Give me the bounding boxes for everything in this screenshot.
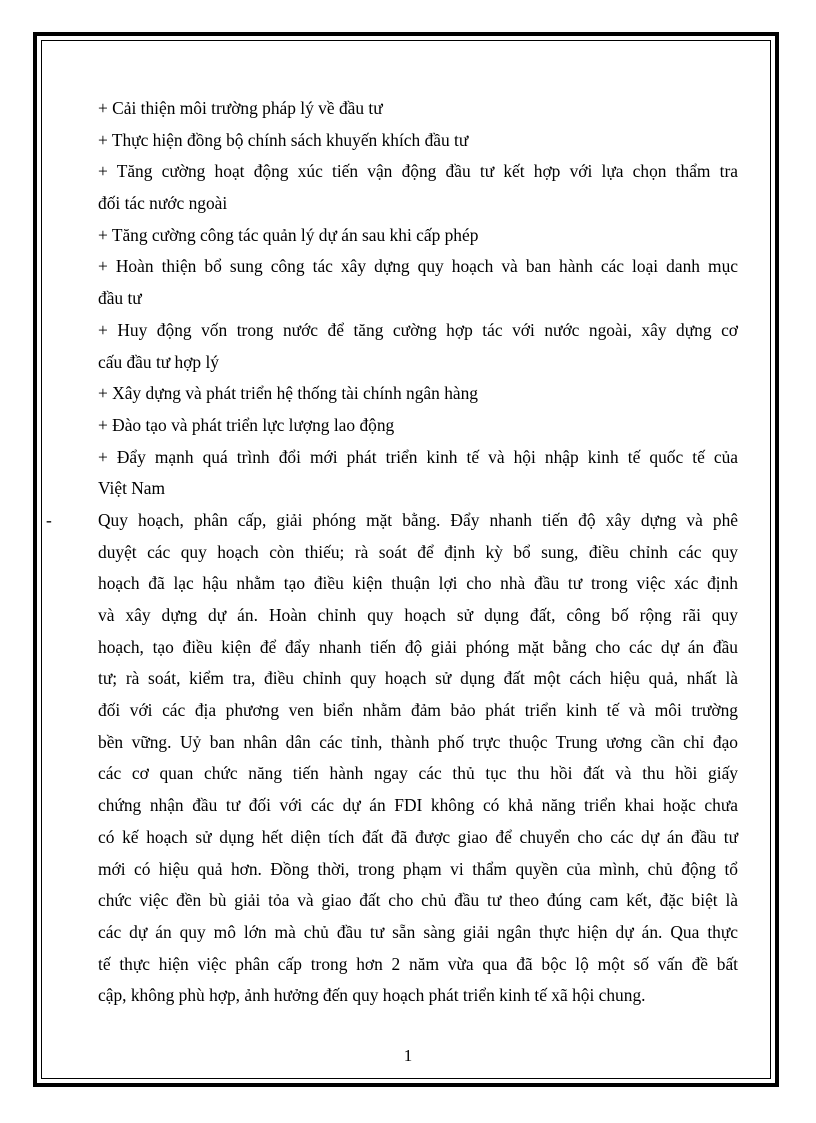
text-line: + Huy động vốn trong nước để tăng cường hợp tác với nước ngoài, xây dựng cơ: [98, 319, 738, 340]
text-line: + Tăng cường hoạt động xúc tiến vận động đầu tư kết hợp với lựa chọn thẩm tra: [98, 161, 738, 182]
document-body: [46, 93, 738, 1012]
text-line: tư; rà soát, kiểm tra, điều chỉnh quy hoạch sử dụng đất một cách hiệu quả, nhất là: [98, 668, 738, 689]
text-line: hoạch đã lạc hậu nhằm tạo điều kiện thuận lợi cho nhà đầu tư trong việc xác định: [98, 573, 738, 594]
text-line: + Cải thiện môi trường pháp lý về đầu tư: [98, 98, 383, 118]
dash-item: [46, 505, 738, 1012]
text-line: + Tăng cường công tác quản lý dự án sau khi cấp phép: [98, 224, 479, 245]
bullet-item: [98, 315, 738, 378]
text-line: chứng nhận đầu tư đối với các dự án FDI không có khả năng triển khai hoặc chưa: [98, 795, 738, 816]
text-line: + Xây dựng và phát triển hệ thống tài chính ngân hàng: [98, 383, 478, 404]
bullet-item: [98, 125, 738, 157]
text-line: Việt Nam: [98, 478, 166, 499]
text-line: Quy hoạch, phân cấp, giải phóng mặt bằng. Đẩy nhanh tiến độ xây dựng và phê: [98, 509, 738, 530]
bullet-item: [98, 156, 738, 219]
text-line: bền vững. Uỷ ban nhân dân các tỉnh, thành phố trực thuộc Trung ương cần chỉ đạo: [98, 731, 738, 752]
text-line: có kế hoạch sử dụng hết diện tích đất đã được giao để chuyển cho các dự án đầu tư: [98, 826, 738, 847]
text-line: các dự án quy mô lớn mà chủ đầu tư sẵn sàng giải ngân thực hiện dự án. Qua thực: [98, 921, 738, 942]
text-line: các cơ quan chức năng tiến hành ngay các thủ tục thu hồi đất và thu hồi giấy: [98, 763, 738, 784]
bullet-item: [98, 378, 738, 410]
dash-marker: -: [46, 509, 52, 530]
text-line: chức việc đền bù giải tỏa và giao đất cho chủ đầu tư theo đúng cam kết, đặc biệt là: [98, 890, 738, 911]
text-line: và xây dựng dự án. Hoàn chỉnh quy hoạch sử dụng đất, công bố rộng rãi quy: [98, 605, 738, 625]
bullet-item: [98, 410, 738, 442]
bullet-item: [98, 93, 738, 125]
text-line: duyệt các quy hoạch còn thiếu; rà soát để định kỳ bổ sung, điều chỉnh các quy: [98, 541, 738, 562]
text-line: đối với các địa phương ven biển nhằm đảm bảo phát triển kinh tế và môi trường: [98, 700, 738, 721]
text-line: + Hoàn thiện bổ sung công tác xây dựng quy hoạch và ban hành các loại danh mục: [98, 256, 738, 277]
bullet-item: [98, 251, 738, 314]
text-line: đầu tư: [98, 288, 142, 309]
bullet-item: [98, 220, 738, 252]
text-line: tế thực hiện việc phân cấp trong hơn 2 năm vừa qua đã bộc lộ một số vấn đề bất: [98, 953, 738, 974]
bullet-item: [98, 442, 738, 505]
text-line: + Thực hiện đồng bộ chính sách khuyến khích đầu tư: [98, 129, 469, 150]
text-line: cập, không phù hợp, ảnh hưởng đến quy hoạch phát triển kinh tế xã hội chung.: [98, 985, 646, 1006]
page-number: 1: [403, 1046, 413, 1065]
text-line: đối tác nước ngoài: [98, 193, 228, 214]
text-line: + Đẩy mạnh quá trình đổi mới phát triển kinh tế và hội nhập kinh tế quốc tế của: [98, 446, 738, 467]
text-line: + Đào tạo và phát triển lực lượng lao động: [98, 414, 395, 435]
text-line: hoạch, tạo điều kiện để đẩy nhanh tiến độ giải phóng mặt bằng cho các dự án đầu: [98, 636, 738, 657]
text-line: mới có hiệu quả hơn. Đồng thời, trong phạm vi thẩm quyền của mình, chủ động tổ: [98, 858, 738, 879]
text-line: cấu đầu tư hợp lý: [98, 351, 220, 372]
